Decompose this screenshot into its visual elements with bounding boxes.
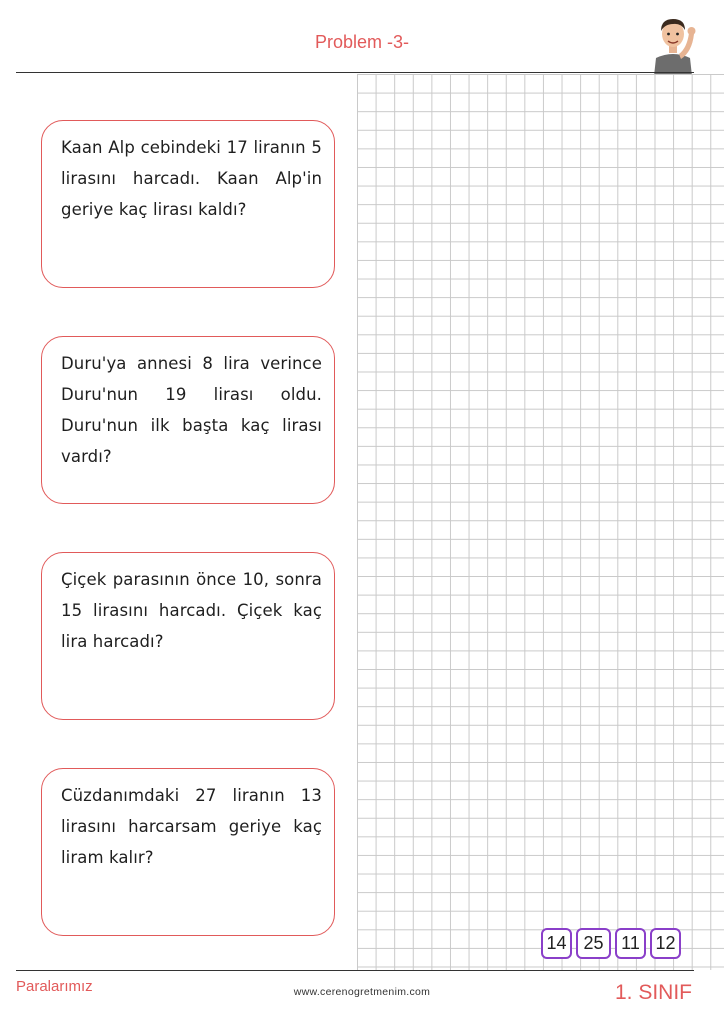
problem-card: [41, 120, 335, 288]
problem-card: [41, 336, 335, 504]
answer-chip: 14: [541, 928, 572, 959]
footer-divider: [16, 970, 694, 971]
problem-text: Cüzdanımdaki 27 liranın 13 lirasını harcarsam geriye kaç liram kalır?: [61, 786, 322, 867]
cartoon-boy-icon: [648, 12, 698, 78]
answer-chip: 25: [576, 928, 611, 959]
answer-key: [541, 928, 681, 962]
footer-grade: 1. SINIF: [614, 981, 692, 1004]
header-divider: [16, 72, 694, 73]
graph-paper-grid: [357, 74, 724, 970]
footer-topic: Paralarımız: [16, 978, 93, 995]
answer-chip: 12: [650, 928, 681, 959]
answer-chip: 11: [615, 928, 646, 959]
problem-text: Kaan Alp cebindeki 17 liranın 5 lirasını harcadı. Kaan Alp'in geriye kaç lirası kaldı?: [61, 138, 322, 219]
problem-text: Çiçek parasının önce 10, sonra 15 lirasını harcadı. Çiçek kaç lira harcadı?: [61, 570, 322, 651]
problem-text: Duru'ya annesi 8 lira verince Duru'nun 19 lirası oldu. Duru'nun ilk başta kaç lirası vardı?: [61, 354, 322, 466]
footer-url: www.cerenogretmenim.com: [293, 986, 431, 998]
problem-card: [41, 552, 335, 720]
problem-card: [41, 768, 335, 936]
page-title: Problem -3-: [314, 32, 410, 52]
